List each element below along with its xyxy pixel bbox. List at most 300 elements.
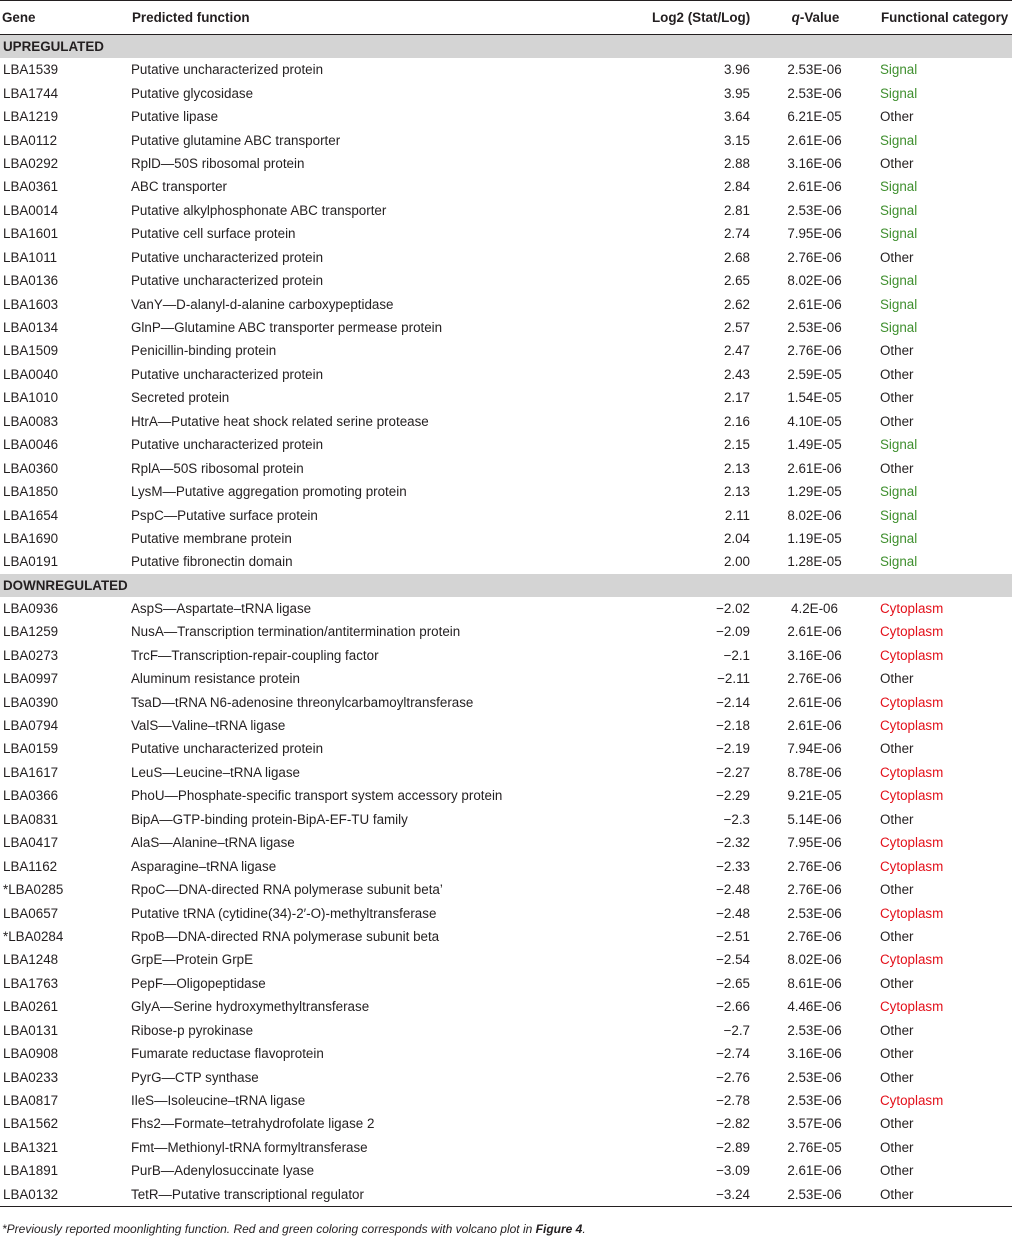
function-cell: Secreted protein (131, 390, 230, 406)
log2-cell: 2.04 (723, 530, 750, 546)
function-cell: Putative uncharacterized protein (131, 249, 324, 265)
gene-cell: LBA0360 (3, 460, 59, 476)
log2-cell: 2.11 (724, 507, 750, 523)
q-value-cell: 8.78E-06 (787, 764, 842, 780)
function-cell: PepF—Oligopeptidase (131, 975, 266, 991)
log2-cell: 2.65 (723, 273, 750, 289)
gene-cell: LBA1617 (3, 764, 59, 780)
q-value-cell: 5.14E-06 (787, 811, 842, 827)
log2-cell: −2.54 (716, 952, 750, 968)
table-row (0, 854, 1012, 877)
log2-cell: 2.62 (723, 296, 750, 312)
log2-cell: 2.13 (723, 484, 750, 500)
category-cell: Other (880, 1116, 914, 1132)
table-row (0, 480, 1012, 503)
table-footnote (2, 1222, 586, 1236)
log2-cell: −2.02 (716, 600, 750, 616)
log2-cell: 2.13 (723, 460, 750, 476)
q-value-cell: 8.02E-06 (787, 273, 842, 289)
log2-cell: 2.43 (723, 366, 750, 382)
category-cell: Signal (880, 530, 918, 546)
q-value-cell: 2.61E-06 (787, 1163, 842, 1179)
log2-cell: 2.81 (723, 202, 750, 218)
q-value-cell: 7.95E-06 (787, 835, 842, 851)
gene-cell: LBA1603 (3, 296, 59, 312)
header-q-value (750, 1, 879, 35)
category-cell: Other (880, 343, 914, 359)
table-row (0, 761, 1012, 784)
table-row (0, 292, 1012, 315)
function-cell: IleS—Isoleucine–tRNA ligase (131, 1093, 306, 1109)
function-cell: Putative tRNA (cytidine(34)-2′-O)-methyltransferase (131, 905, 437, 921)
category-cell: Other (880, 460, 914, 476)
log2-cell: 2.47 (723, 343, 750, 359)
q-value-cell: 1.29E-05 (787, 484, 842, 500)
table-row (0, 901, 1012, 924)
log2-cell: −3.24 (650, 1183, 750, 1207)
gene-cell: LBA0134 (3, 320, 59, 336)
header-row (0, 1, 1012, 35)
gene-cell: LBA1321 (3, 1139, 59, 1155)
table-row (0, 925, 1012, 948)
gene-cell: LBA0657 (3, 905, 59, 921)
gene-cell: LBA0083 (3, 413, 59, 429)
gene-cell: LBA0191 (3, 554, 59, 570)
function-cell: Fhs2—Formate–tetrahydrofolate ligase 2 (131, 1116, 375, 1132)
q-value-cell: 2.76E-06 (787, 928, 842, 944)
q-value-cell: 7.94E-06 (787, 741, 842, 757)
function-cell: RpoC—DNA-directed RNA polymerase subunit beta’ (131, 882, 443, 898)
gene-cell: LBA0014 (3, 202, 59, 218)
table-row (0, 714, 1012, 737)
table-row (0, 81, 1012, 104)
table-row (0, 1089, 1012, 1112)
gene-cell: LBA1562 (3, 1116, 59, 1132)
log2-cell: −2.29 (716, 788, 750, 804)
q-value-cell: 2.76E-06 (787, 343, 842, 359)
log2-cell: −2.1 (723, 647, 750, 663)
category-cell: Other (880, 1139, 914, 1155)
category-cell: Cytoplasm (880, 647, 944, 663)
table-row (0, 808, 1012, 831)
log2-cell: −2.76 (716, 1069, 750, 1085)
table-row (0, 1159, 1012, 1182)
gene-cell: LBA1162 (3, 858, 58, 874)
gene-cell: LBA1601 (3, 226, 59, 242)
log2-cell: −2.7 (723, 1022, 750, 1038)
log2-cell: 3.96 (723, 62, 750, 78)
table-row (0, 128, 1012, 151)
category-cell: Other (880, 249, 914, 265)
function-cell: TsaD—tRNA N6-adenosine threonylcarbamoyltransferase (131, 694, 474, 710)
category-cell: Cytoplasm (880, 718, 944, 734)
function-cell: Putative uncharacterized protein (131, 366, 324, 382)
log2-cell: −3.09 (716, 1163, 750, 1179)
q-value-cell: 2.53E-06 (787, 1069, 842, 1085)
footnote-end: . (582, 1222, 586, 1236)
category-cell: Signal (880, 132, 918, 148)
table-row (0, 105, 1012, 128)
gene-cell: LBA1690 (3, 530, 59, 546)
function-cell: GrpE—Protein GrpE (131, 952, 254, 968)
q-value-cell: 2.59E-05 (787, 366, 842, 382)
function-cell: RplA—50S ribosomal protein (131, 460, 304, 476)
log2-cell: −2.19 (716, 741, 750, 757)
category-cell: Cytoplasm (880, 694, 944, 710)
q-value-cell: 2.53E-06 (787, 320, 842, 336)
function-cell: Aluminum resistance protein (131, 671, 300, 687)
table-row (0, 831, 1012, 854)
function-cell: Putative uncharacterized protein (131, 741, 324, 757)
category-cell: Signal (880, 296, 918, 312)
category-cell: Cytoplasm (880, 1093, 944, 1109)
q-value-cell: 2.53E-06 (787, 1093, 842, 1109)
gene-cell: LBA0817 (3, 1093, 59, 1109)
table-row (0, 269, 1012, 292)
function-cell: Putative alkylphosphonate ABC transporter (131, 202, 387, 218)
q-value-cell: 2.76E-06 (787, 671, 842, 687)
log2-cell: 2.17 (723, 390, 750, 406)
log2-cell: 2.57 (723, 320, 750, 336)
q-value-cell: 4.10E-05 (787, 413, 842, 429)
category-cell: Other (880, 928, 914, 944)
q-value-cell: 3.16E-06 (787, 647, 842, 663)
gene-cell: LBA0040 (3, 366, 59, 382)
table-row (0, 386, 1012, 409)
q-value-cell: 6.21E-05 (787, 109, 842, 125)
category-cell: Other (880, 413, 914, 429)
function-cell: Putative glycosidase (131, 85, 254, 101)
q-value-cell: 3.57E-06 (787, 1116, 842, 1132)
function-cell: RplD—50S ribosomal protein (131, 155, 305, 171)
gene-cell: LBA1654 (3, 507, 59, 523)
table-row (0, 690, 1012, 713)
q-value-cell: 9.21E-05 (787, 788, 842, 804)
section-label: UPREGULATED (0, 35, 1012, 59)
gene-cell: LBA1891 (3, 1163, 59, 1179)
q-value-cell: 4.46E-06 (787, 999, 842, 1015)
category-cell: Cytoplasm (880, 858, 944, 874)
category-cell: Signal (880, 273, 918, 289)
gene-cell: LBA0261 (3, 999, 59, 1015)
function-cell: Putative glutamine ABC transporter (131, 132, 341, 148)
table-row (0, 1019, 1012, 1042)
q-value-cell: 8.02E-06 (787, 952, 842, 968)
table-row (0, 222, 1012, 245)
function-cell: BipA—GTP-binding protein-BipA-EF-TU family (131, 811, 408, 827)
table-row (0, 644, 1012, 667)
table-row (0, 1042, 1012, 1065)
header-q-rest: -Value (799, 10, 840, 25)
category-cell: Other (880, 671, 914, 687)
category-cell: Other (880, 109, 914, 125)
q-value-cell: 8.61E-06 (787, 975, 842, 991)
table-row (0, 995, 1012, 1018)
log2-cell: 2.84 (723, 179, 750, 195)
category-cell: Signal (880, 507, 918, 523)
log2-cell: −2.14 (716, 694, 750, 710)
function-cell: PhoU—Phosphate-specific transport system accessory protein (131, 788, 503, 804)
q-value-cell: 1.49E-05 (787, 437, 842, 453)
category-cell: Other (880, 1069, 914, 1085)
q-value-cell: 2.61E-06 (787, 460, 842, 476)
log2-cell: 3.15 (723, 132, 750, 148)
log2-cell: 2.00 (723, 554, 750, 570)
table-row (0, 784, 1012, 807)
log2-cell: −2.66 (716, 999, 750, 1015)
table-row (0, 948, 1012, 971)
category-cell: Signal (880, 202, 918, 218)
function-cell: Fumarate reductase flavoprotein (131, 1046, 324, 1062)
gene-cell: *LBA0285 (3, 882, 64, 898)
function-cell: LeuS—Leucine–tRNA ligase (131, 764, 300, 780)
log2-cell: −2.18 (716, 718, 750, 734)
q-value-cell: 2.53E-06 (750, 1183, 879, 1207)
gene-cell: LBA0233 (3, 1069, 59, 1085)
table-row (0, 1065, 1012, 1088)
gene-cell: LBA0997 (3, 671, 59, 687)
gene-cell: LBA1509 (3, 343, 59, 359)
category-cell: Cytoplasm (880, 788, 944, 804)
gene-cell: LBA1539 (3, 62, 59, 78)
function-cell: GlnP—Glutamine ABC transporter permease protein (131, 320, 443, 336)
category-cell: Other (880, 390, 914, 406)
log2-cell: 2.68 (723, 249, 750, 265)
table-row (0, 878, 1012, 901)
q-value-cell: 2.53E-06 (787, 1022, 842, 1038)
category-cell: Signal (880, 226, 918, 242)
log2-cell: 3.64 (723, 109, 750, 125)
category-cell: Cytoplasm (880, 952, 944, 968)
category-cell: Cytoplasm (880, 835, 944, 851)
function-cell: Putative uncharacterized protein (131, 437, 324, 453)
table-row (0, 550, 1012, 573)
function-cell: Penicillin-binding protein (131, 343, 277, 359)
gene-cell: LBA0831 (3, 811, 59, 827)
q-value-cell: 2.76E-06 (787, 249, 842, 265)
table-row (0, 527, 1012, 550)
table-row (0, 667, 1012, 690)
table-row (0, 246, 1012, 269)
log2-cell: 2.15 (723, 437, 750, 453)
log2-cell: −2.11 (717, 671, 750, 687)
function-cell: VanY—D-alanyl-d-alanine carboxypeptidase (131, 296, 394, 312)
category-cell: Signal (880, 62, 918, 78)
function-cell: Putative uncharacterized protein (131, 273, 324, 289)
q-value-cell: 2.61E-06 (787, 694, 842, 710)
gene-cell: LBA0159 (3, 741, 59, 757)
footnote-figure-ref: Figure 4 (535, 1222, 583, 1236)
function-cell: PspC—Putative surface protein (131, 507, 318, 523)
function-cell: LysM—Putative aggregation promoting protein (131, 484, 407, 500)
gene-cell: LBA0136 (3, 273, 59, 289)
q-value-cell: 1.28E-05 (787, 554, 842, 570)
table-header (0, 1, 1012, 35)
gene-cell: LBA1248 (3, 952, 59, 968)
category-cell: Cytoplasm (880, 600, 944, 616)
gene-cell: LBA0908 (3, 1046, 59, 1062)
function-cell: Putative cell surface protein (131, 226, 296, 242)
q-value-cell: 2.61E-06 (787, 179, 842, 195)
gene-cell: LBA0417 (3, 835, 59, 851)
function-cell: HtrA—Putative heat shock related serine protease (131, 413, 429, 429)
log2-cell: −2.89 (716, 1139, 750, 1155)
log2-cell: −2.09 (716, 624, 750, 640)
gene-cell: LBA0361 (3, 179, 59, 195)
gene-cell: LBA0273 (3, 647, 59, 663)
category-cell: Other (880, 882, 914, 898)
gene-cell: LBA1850 (3, 484, 59, 500)
category-cell: Other (880, 366, 914, 382)
function-cell: Putative lipase (131, 109, 219, 125)
table-row (0, 363, 1012, 386)
category-cell: Other (880, 975, 914, 991)
function-cell: ABC transporter (131, 179, 228, 195)
log2-cell: −2.33 (716, 858, 750, 874)
q-value-cell: 2.53E-06 (787, 85, 842, 101)
log2-cell: −2.32 (716, 835, 750, 851)
table-body (0, 35, 1012, 1207)
category-cell: Cytoplasm (880, 905, 944, 921)
table-row (0, 199, 1012, 222)
category-cell: Signal (880, 437, 918, 453)
gene-cell: LBA0292 (3, 155, 59, 171)
q-value-cell: 2.61E-06 (787, 624, 842, 640)
table-row (0, 316, 1012, 339)
function-cell: PyrG—CTP synthase (131, 1069, 259, 1085)
table-row (0, 58, 1012, 81)
function-cell: Putative membrane protein (131, 530, 292, 546)
section-row (0, 35, 1012, 59)
log2-cell: −2.65 (716, 975, 750, 991)
footnote-text: *Previously reported moonlighting function. Red and green coloring corresponds with volcano plot in (2, 1222, 536, 1236)
q-value-cell: 3.16E-06 (787, 1046, 842, 1062)
log2-cell: 2.16 (723, 413, 750, 429)
category-cell: Signal (880, 484, 918, 500)
log2-cell: −2.3 (723, 811, 750, 827)
q-value-cell: 3.16E-06 (787, 155, 842, 171)
category-cell: Cytoplasm (880, 764, 944, 780)
category-cell: Other (879, 1183, 1012, 1207)
function-cell: TrcF—Transcription-repair-coupling factor (131, 647, 379, 663)
q-value-cell: 2.76E-06 (787, 882, 842, 898)
function-cell: GlyA—Serine hydroxymethyltransferase (131, 999, 370, 1015)
table-row (0, 433, 1012, 456)
gene-cell: LBA0046 (3, 437, 59, 453)
q-value-cell: 2.53E-06 (787, 62, 842, 78)
function-cell: ValS—Valine–tRNA ligase (131, 718, 286, 734)
category-cell: Other (880, 1022, 914, 1038)
table-row (0, 737, 1012, 760)
header-functional-category: Functional category (879, 1, 1012, 35)
q-value-cell: 7.95E-06 (787, 226, 842, 242)
q-value-cell: 2.61E-06 (787, 718, 842, 734)
header-gene: Gene (0, 1, 130, 35)
category-cell: Signal (880, 320, 918, 336)
q-value-cell: 1.19E-05 (787, 530, 842, 546)
function-cell: AlaS—Alanine–tRNA ligase (131, 835, 295, 851)
header-q-italic: q (791, 10, 800, 25)
log2-cell: 2.74 (723, 226, 750, 242)
table-row (0, 503, 1012, 526)
function-cell: Ribose-p pyrokinase (131, 1022, 254, 1038)
table-row (0, 175, 1012, 198)
table-row (0, 456, 1012, 479)
log2-cell: 3.95 (723, 85, 750, 101)
q-value-cell: 1.54E-05 (787, 390, 842, 406)
gene-cell: LBA1219 (3, 109, 59, 125)
log2-cell: −2.27 (716, 764, 750, 780)
gene-cell: LBA1259 (3, 624, 59, 640)
category-cell: Other (880, 1046, 914, 1062)
table-row (0, 152, 1012, 175)
gene-cell: LBA0131 (3, 1022, 59, 1038)
category-cell: Other (880, 1163, 914, 1179)
category-cell: Signal (880, 554, 918, 570)
table-row (0, 1183, 1012, 1207)
category-cell: Signal (880, 85, 918, 101)
log2-cell: −2.78 (716, 1093, 750, 1109)
table-row (0, 410, 1012, 433)
q-value-cell: 2.76E-05 (787, 1139, 842, 1155)
gene-cell: *LBA0284 (3, 928, 64, 944)
function-cell: Fmt—Methionyl-tRNA formyltransferase (131, 1139, 368, 1155)
q-value-cell: 2.53E-06 (787, 202, 842, 218)
table-row (0, 597, 1012, 620)
function-cell: NusA—Transcription termination/antitermination protein (131, 624, 461, 640)
table-row (0, 620, 1012, 643)
gene-cell: LBA0794 (3, 718, 59, 734)
table-row (0, 972, 1012, 995)
function-cell: Putative fibronectin domain (131, 554, 293, 570)
category-cell: Signal (880, 179, 918, 195)
gene-cell: LBA0366 (3, 788, 59, 804)
q-value-cell: 2.61E-06 (787, 296, 842, 312)
section-label: DOWNREGULATED (0, 574, 1012, 597)
category-cell: Cytoplasm (880, 999, 944, 1015)
function-cell: RpoB—DNA-directed RNA polymerase subunit beta (131, 928, 440, 944)
section-row (0, 574, 1012, 597)
gene-cell: LBA0112 (3, 132, 58, 148)
q-value-cell: 8.02E-06 (787, 507, 842, 523)
category-cell: Other (880, 741, 914, 757)
function-cell: TetR—Putative transcriptional regulator (130, 1183, 650, 1207)
log2-cell: −2.74 (716, 1046, 750, 1062)
q-value-cell: 4.2E-06 (791, 600, 838, 616)
function-cell: Asparagine–tRNA ligase (131, 858, 277, 874)
log2-cell: −2.48 (716, 905, 750, 921)
category-cell: Other (880, 155, 914, 171)
gene-cell: LBA1011 (3, 249, 58, 265)
log2-cell: −2.51 (716, 928, 750, 944)
table-row (0, 1136, 1012, 1159)
gene-cell: LBA0390 (3, 694, 59, 710)
category-cell: Other (880, 811, 914, 827)
log2-cell: 2.88 (723, 155, 750, 171)
q-value-cell: 2.76E-06 (787, 858, 842, 874)
gene-cell: LBA0936 (3, 600, 59, 616)
gene-cell: LBA1763 (3, 975, 59, 991)
log2-cell: −2.82 (716, 1116, 750, 1132)
gene-cell: LBA1744 (3, 85, 59, 101)
header-log2: Log2 (Stat/Log) (650, 1, 750, 35)
q-value-cell: 2.61E-06 (787, 132, 842, 148)
gene-cell: LBA1010 (3, 390, 59, 406)
table-row (0, 1112, 1012, 1135)
function-cell: AspS—Aspartate–tRNA ligase (131, 600, 312, 616)
header-predicted-function: Predicted function (130, 1, 650, 35)
function-cell: Putative uncharacterized protein (131, 62, 324, 78)
